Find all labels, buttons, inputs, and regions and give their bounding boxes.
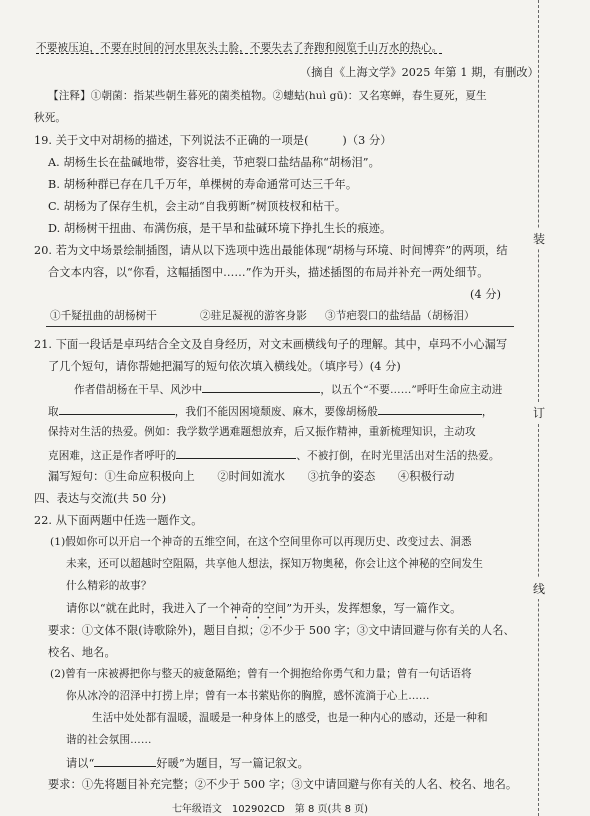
binding-char-xian: 线 — [531, 578, 547, 599]
q20-stem-cont: 合文本内容，以“你看，这幅插图中……”作为开头，描述插图的布局并补充一两处细节。 — [48, 266, 489, 279]
passage-end-line: 不要被压迫，不要在时间的河水里灰头土脸，不要失去了奔跑和阅览千山万水的热心。 — [36, 42, 443, 54]
q21-blank-4[interactable] — [176, 448, 296, 459]
q19-option-b: B. 胡杨种群已存在几千万年，单棵树的寿命通常可达三千年。 — [48, 178, 358, 191]
q22-topic1-line1: (1)假如你可以开启一个神奇的五维空间，在这个空间里你可以再现历史、改变过去、洞悉 — [50, 536, 472, 548]
q21-blank-2[interactable] — [59, 404, 175, 415]
q20-option-3: ③节疤裂口的盐结晶（胡杨泪） — [325, 310, 475, 322]
passage-source: （摘自《上海文学》2025 年第 1 期，有删改） — [300, 66, 539, 79]
q21-para-line3: 保持对生活的热爱。例如：我学数学遇难题想放弃，后又振作精神，重新梳理知识，主动攻 — [48, 426, 476, 438]
q21-stem-cont: 了几个短句，请你帮她把漏写的短句依次填入横线处。（填序号）(4 分) — [48, 360, 401, 373]
q22-topic2-req: 要求：①先将题目补充完整；②不少于 500 字；③文中请回避与你有关的人名、校名、地名。 — [48, 778, 518, 791]
q21-missing-sentences: 漏写短句：①生命应积极向上 ②时间如流水 ③抗争的姿态 ④积极行动 — [48, 470, 455, 483]
binding-char-zhuang: 装 — [531, 228, 547, 249]
page-footer: 七年级语文 102902CD 第 8 页(共 8 页) — [171, 804, 369, 815]
q22-topic1-line3: 什么精彩的故事？ — [66, 580, 152, 592]
q19-option-d: D. 胡杨树干扭曲、布满伤痕，是干旱和盐碱环境下挣扎生长的痕迹。 — [48, 222, 392, 235]
section-title: 四、表达与交流(共 50 分) — [34, 492, 167, 505]
q22-topic2-prompt: 请以“ 好暖”为题目，写一篇记叙文。 — [66, 757, 309, 770]
q21-para-line1: 作者借胡杨在干旱、风沙中 ，以五个“不要……”呼吁生命应主动进 — [74, 384, 503, 396]
q22-topic2-line2: 你从冰冷的沼泽中打捞上岸；曾有一本书萦贴你的胸膛，感怀流淌于心上…… — [66, 690, 430, 702]
q22-topic1-req-cont: 校名、地名。 — [48, 646, 116, 659]
q20-answer-line[interactable] — [46, 326, 514, 327]
q22-topic1-req: 要求：①文体不限(诗歌除外)，题目自拟；②不少于 500 字；③文中请回避与你有关的人名、 — [48, 624, 515, 637]
q19-stem: 19. 关于文中对胡杨的描述，下列说法不正确的一项是( )（3 分） — [34, 134, 392, 147]
q19-option-a: A. 胡杨生长在盐碱地带，姿容壮美，节疤裂口盐结晶称“胡杨泪”。 — [48, 156, 380, 169]
q20-stem: 20. 若为文中场景绘制插图，请从以下选项中选出最能体现“胡杨与环境、时间博弈”的两项，结 — [34, 244, 508, 257]
passage-note-cont: 秋死。 — [34, 112, 67, 124]
q21-stem: 21. 下面一段话是卓玛结合全文及自身经历，对文末画横线句子的理解。其中，卓玛不小心漏写 — [34, 338, 508, 351]
passage-note: 【注释】①朝菌：指某些朝生暮死的菌类植物。②蟪蛄(huì gū)：又名寒蝉，春生夏死，夏生 — [48, 90, 487, 102]
q22-topic2-line4: 谐的社会氛围…… — [66, 734, 152, 746]
q21-blank-3[interactable] — [378, 404, 482, 415]
q21-para-line4: 克困难，这正是作者呼吁的 、不被打倒，在时光里活出对生活的热爱。 — [48, 450, 500, 462]
q21-blank-1[interactable] — [202, 382, 320, 393]
q19-option-c: C. 胡杨为了保存生机，会主动“自我剪断”树顶枝杈和枯干。 — [48, 200, 347, 213]
q22-topic2-line3: 生活中处处都有温暖，温暖是一种身体上的感受，也是一种内心的感动，还是一种和 — [92, 712, 488, 724]
binding-char-ding: 订 — [531, 402, 547, 423]
q20-score: (4 分) — [470, 288, 502, 301]
q22-title-blank[interactable] — [94, 756, 156, 767]
q22-topic1-line2: 未来，还可以超越时空阻隔，共享他人想法，探知万物奥秘，你会让这个神秘的空间发生 — [66, 558, 484, 570]
q22-topic1-prompt: 请你以“就在此时，我进入了一个神奇的空间”为开头，发挥想象，写一篇作文。 — [66, 602, 462, 615]
q20-option-2: ②驻足凝视的游客身影 — [200, 310, 307, 322]
q22-stem: 22. 从下面两题中任选一题作文。 — [34, 514, 203, 527]
q22-topic2-line1: (2)曾有一床被褥把你与整天的疲惫隔绝；曾有一个拥抱给你勇气和力量；曾有一句话语将 — [50, 668, 472, 680]
q21-para-line2: 取 ，我们不能因困境颓废、麻木，要像胡杨般 ， — [48, 406, 493, 418]
q20-option-1: ①千疑扭曲的胡杨树干 — [50, 310, 157, 322]
